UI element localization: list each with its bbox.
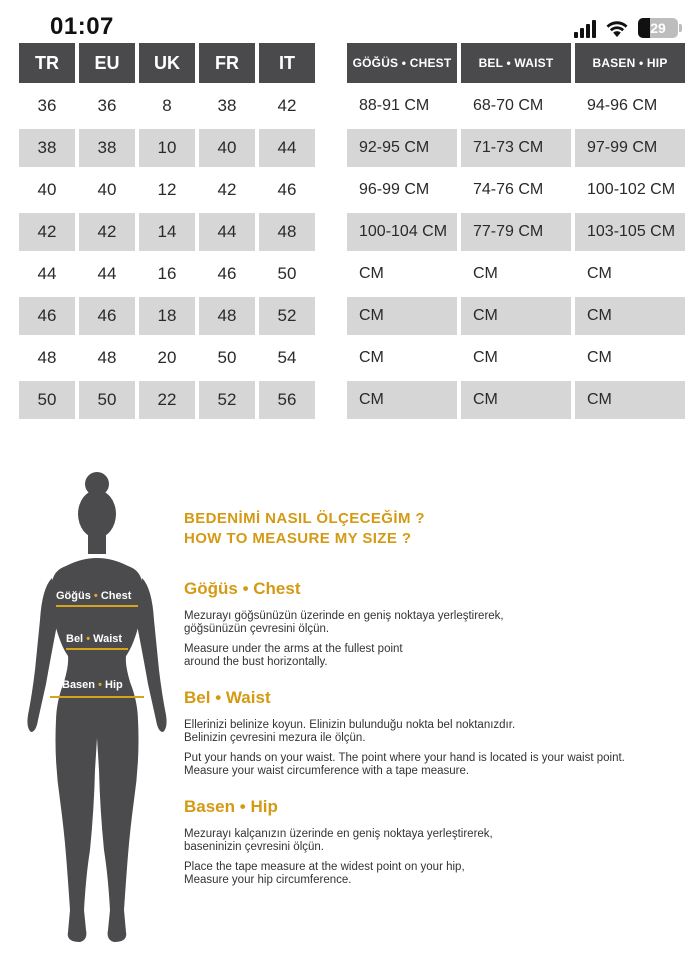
measure-cell: CM (347, 381, 457, 419)
size-cell: 36 (97, 96, 117, 115)
size-cell: 56 (259, 381, 315, 419)
size-cell: 10 (139, 129, 195, 167)
measure-cell: CM (587, 265, 612, 282)
size-cell: 38 (79, 129, 135, 167)
status-icons (574, 16, 678, 38)
measure-cell: 100-102 CM (587, 181, 676, 198)
size-cell: 40 (37, 180, 57, 199)
measure-cell: 96-99 CM (359, 181, 430, 198)
guide-title-tr: BEDENİMİ NASIL ÖLÇECEĞİM ? (184, 510, 425, 527)
size-cell: 22 (139, 381, 195, 419)
size-cell: 44 (259, 129, 315, 167)
size-cell: 38 (217, 96, 237, 115)
measure-cell: CM (359, 349, 384, 366)
size-cell: 42 (217, 180, 237, 199)
size-cell: 50 (79, 381, 135, 419)
measure-cell: CM (575, 297, 685, 335)
size-cell: 52 (259, 297, 315, 335)
measure-cell: CM (473, 349, 498, 366)
size-cell: 20 (157, 348, 177, 367)
measure-cell: 74-76 CM (473, 181, 544, 198)
size-cell: 46 (19, 297, 75, 335)
measure-cell: CM (461, 297, 571, 335)
measure-cell: 77-79 CM (461, 213, 571, 251)
size-cell: 48 (97, 348, 117, 367)
size-cell: 50 (19, 381, 75, 419)
size-cell: 48 (259, 213, 315, 251)
size-cell: 40 (199, 129, 255, 167)
body-figure (22, 470, 172, 948)
size-cell: 46 (277, 180, 297, 199)
cross-mark-icon (51, 92, 79, 120)
chest-section-title: Göğüs • Chest (184, 579, 301, 598)
size-cell: 48 (199, 297, 255, 335)
size-cell: 42 (277, 96, 297, 115)
measure-cell: 71-73 CM (461, 129, 571, 167)
waist-instructions-tr: Ellerinizi belinize koyun. Elinizin bulunduğu nokta bel noktanızdır. Belinizin çevresini mezura ile ölçün. (184, 719, 516, 744)
size-conversion-table (19, 43, 315, 419)
size-header-cell: UK (139, 43, 195, 83)
size-header-cell: FR (199, 43, 255, 83)
size-header-cell: TR (19, 43, 75, 83)
measure-header-cell: BASEN • HIP (575, 43, 685, 83)
chest-instructions-en: Measure under the arms at the fullest point around the bust horizontally. (184, 643, 403, 668)
size-cell: 38 (19, 129, 75, 167)
measure-cell: CM (461, 381, 571, 419)
waist-section-title: Bel • Waist (184, 688, 271, 707)
measure-cell: CM (347, 297, 457, 335)
size-cell: 48 (37, 348, 57, 367)
status-time: 01:07 (50, 13, 114, 40)
size-cell: 54 (277, 348, 297, 367)
size-cell: 52 (199, 381, 255, 419)
size-cell: 42 (19, 213, 75, 251)
measure-cell: CM (473, 265, 498, 282)
signal-icon (574, 20, 596, 38)
chest-instructions-tr: Mezurayı göğsünüzün üzerinde en geniş noktaya yerleştirerek, göğsünüzün çevresini ölçün. (184, 610, 504, 635)
measure-cell: 100-104 CM (347, 213, 457, 251)
measure-cell: 88-91 CM (359, 97, 430, 114)
measure-cell: CM (359, 265, 384, 282)
size-cell: 42 (79, 213, 135, 251)
chest-figure-label: Göğüs • Chest (56, 590, 132, 602)
size-cell: 44 (199, 213, 255, 251)
size-header-cell: EU (79, 43, 135, 83)
measure-cell: 94-96 CM (587, 97, 658, 114)
battery-level: 29 (650, 20, 666, 36)
body-measurement-table (347, 43, 685, 419)
size-cell: 36 (19, 87, 75, 125)
measure-cell: 92-95 CM (347, 129, 457, 167)
hip-instructions-tr: Mezurayı kalçanızın üzerinde en geniş noktaya yerleştirerek, baseninizin çevresini ölçün. (184, 828, 493, 853)
size-cell: 8 (162, 96, 172, 115)
size-cell: 40 (97, 180, 117, 199)
measure-header-cell: GÖĞÜS • CHEST (347, 43, 457, 83)
size-cell: 16 (157, 264, 177, 283)
measure-cell: 68-70 CM (473, 97, 544, 114)
wifi-icon (605, 19, 629, 38)
measure-cell: CM (575, 381, 685, 419)
status-bar (0, 0, 700, 42)
size-cell: 46 (79, 297, 135, 335)
size-cell: 46 (217, 264, 237, 283)
hip-instructions-en: Place the tape measure at the widest point on your hip, Measure your hip circumference. (184, 861, 465, 886)
guide-title-en: HOW TO MEASURE MY SIZE ? (184, 530, 412, 547)
measurement-guide (184, 509, 694, 887)
size-cell: 14 (139, 213, 195, 251)
measure-cell: 97-99 CM (575, 129, 685, 167)
size-cell: 18 (139, 297, 195, 335)
size-cell: 44 (37, 264, 57, 283)
measure-cell: 103-105 CM (575, 213, 685, 251)
size-header-cell: IT (259, 43, 315, 83)
female-silhouette-icon (22, 470, 172, 948)
measure-header-cell: BEL • WAIST (461, 43, 571, 83)
hip-section-title: Basen • Hip (184, 797, 278, 816)
size-cell: 50 (217, 348, 237, 367)
battery-icon (638, 18, 678, 38)
size-cell: 12 (157, 180, 177, 199)
waist-instructions-en: Put your hands on your waist. The point where your hand is located is your waist point. Measure your waist circumference with a tape measure. (184, 752, 625, 777)
waist-figure-label: Bel • Waist (66, 633, 123, 645)
measure-cell: CM (587, 349, 612, 366)
hip-figure-label: Basen • Hip (62, 679, 123, 691)
size-cell: 50 (277, 264, 297, 283)
size-cell: 44 (97, 264, 117, 283)
